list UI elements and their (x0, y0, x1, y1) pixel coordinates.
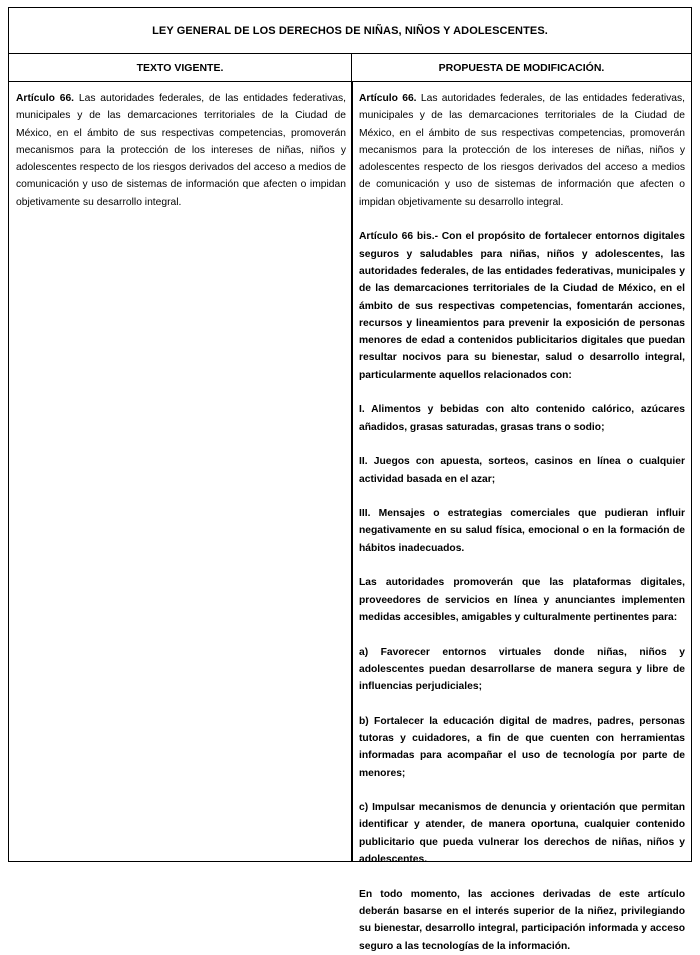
list-item-b: b) Fortalecer la educación digital de madres, padres, personas tutoras y cuidadores, a fin de que cuenten con herramientas informadas para acompañar el uso de tecnología por parte de menores; (359, 715, 685, 779)
closing-paragraph: En todo momento, las acciones derivadas de este artículo deberán basarse en el interés superior de la niñez, privilegiando su bienestar, desarrollo integral, participación informada y acceso seguro a las tecnologías de la información. (359, 888, 685, 952)
current-text-column (16, 90, 346, 211)
current-article-66 (16, 90, 346, 211)
proposed-text-column (359, 90, 685, 955)
header-proposed-modification: PROPUESTA DE MODIFICACIÓN. (438, 61, 605, 74)
article-66-bis-intro: Artículo 66 bis.- Con el propósito de fortalecer entornos digitales seguros y saludables para niñas, niños y adolescentes, las autoridades federales, de las entidades federativas, municipales y de las demarcaciones territoriales de la Ciudad de México, en el ámbito de sus respectivas competencias, fomentarán acciones, recursos y lineamientos para prevenir la exposición de personas menores de edad a contenidos publicitarios digitales que puedan resultar nocivos para su bienestar, salud o desarrollo integral, particularmente aquellos relacionados con: (359, 231, 685, 381)
proposed-article-label: Artículo 66. (359, 93, 417, 104)
current-article-label: Artículo 66. (16, 93, 75, 104)
list-item-iii: III. Mensajes o estrategias comerciales que pudieran influir negativamente en su salud física, emocional o en la formación de hábitos inadecuados. (359, 508, 685, 554)
proposed-article-text: Las autoridades federales, de las entidades federativas, municipales y de las demarcaciones territoriales de la Ciudad de México, en el ámbito de sus respectivas competencias, promoverán mecanismos para la protección de los intereses de niñas, niños y adolescentes respecto de los riesgos derivados del acceso a medios de comunicación y uso de sistemas de información que afecten o impidan objetivamente su desarrollo integral. (359, 93, 685, 208)
comparison-table (8, 7, 692, 952)
list-item-a: a) Favorecer entornos virtuales donde niñas, niños y adolescentes puedan desarrollarse de manera segura y libre de influencias perjudiciales; (359, 646, 685, 693)
list-item-ii: II. Juegos con apuesta, sorteos, casinos en línea o cualquier actividad basada en el azar; (359, 456, 685, 485)
current-article-text: Las autoridades federales, de las entidades federativas, municipales y de las demarcaciones territoriales de la Ciudad de México, en el ámbito de sus respectivas competencias, promoverán mecanismos para la protección de los intereses de niñas, niños y adolescentes respecto de los riesgos derivados del acceso a medios de comunicación y uso de sistemas de información que afecten o impidan objetivamente su desarrollo integral. (16, 93, 346, 208)
list-item-c: c) Impulsar mecanismos de denuncia y orientación que permitan identificar y atender, de manera oportuna, cualquier contenido publicitario que pueda vulnerar los derechos de niñas, niños y adolescentes. (359, 802, 685, 866)
law-title: LEY GENERAL DE LOS DERECHOS DE NIÑAS, NIÑOS Y ADOLESCENTES. (9, 8, 691, 54)
list-item-i: I. Alimentos y bebidas con alto contenido calórico, azúcares añadidos, grasas saturadas, grasas trans o sodio; (359, 404, 685, 433)
platforms-paragraph: Las autoridades promoverán que las plataformas digitales, proveedores de servicios en línea y anunciantes implementen medidas accesibles, amigables y culturalmente pertinentes para: (359, 577, 685, 623)
content-row (9, 82, 691, 952)
column-header-row (9, 54, 691, 82)
proposed-article-66 (359, 90, 685, 211)
header-current-text: TEXTO VIGENTE. (136, 61, 224, 74)
